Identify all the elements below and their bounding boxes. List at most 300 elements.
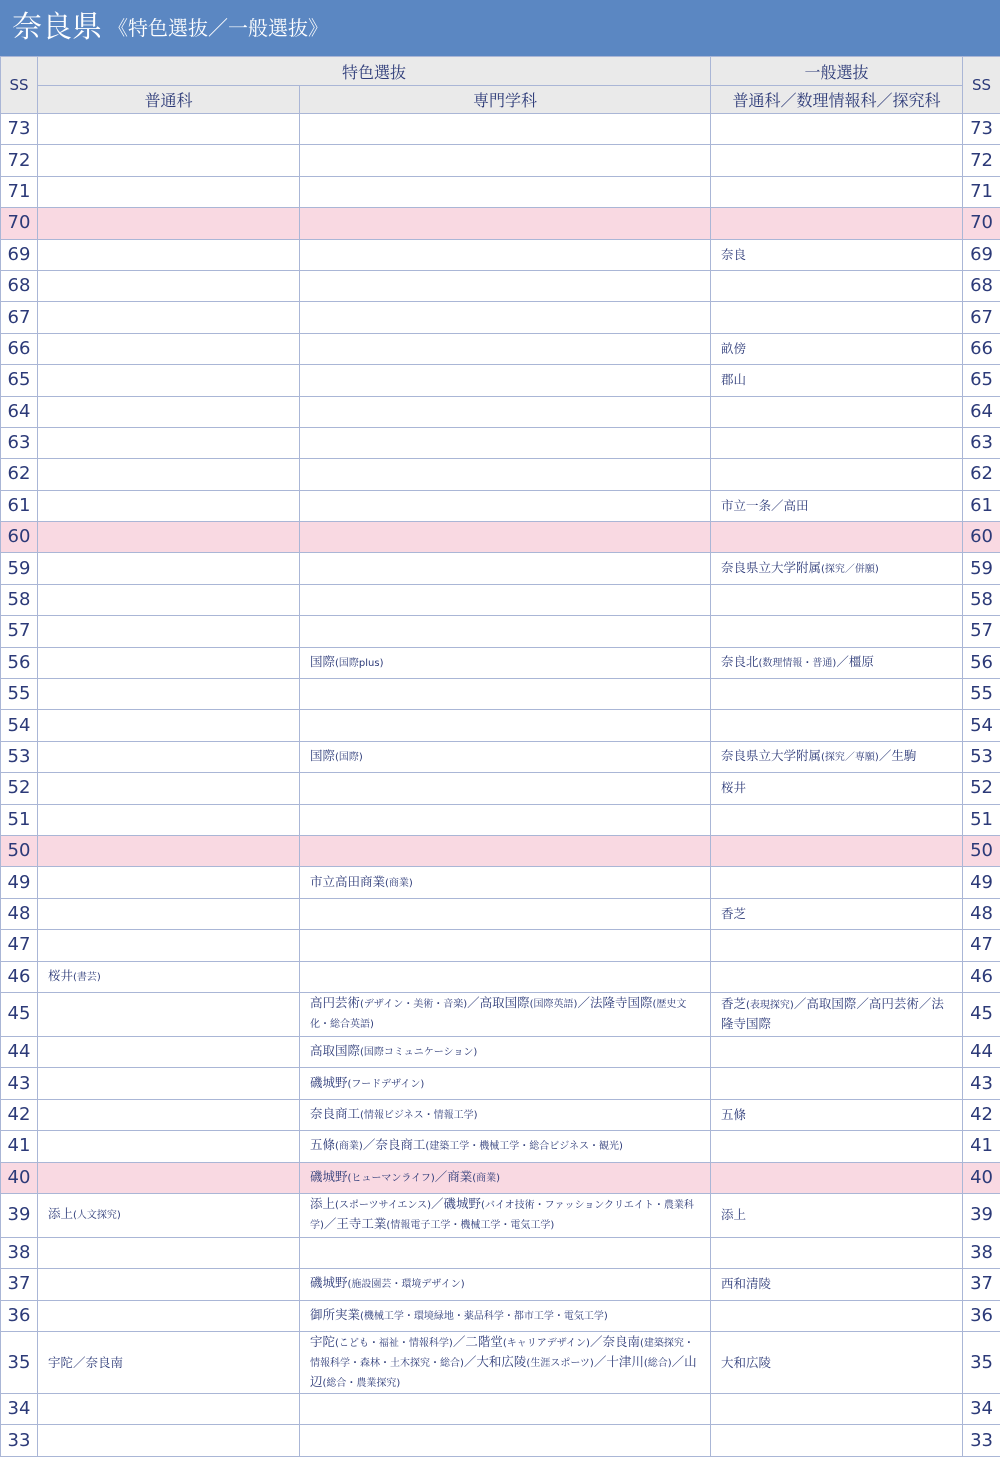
special-regular-cell [38, 522, 300, 553]
ss-value-left: 61 [1, 490, 38, 521]
special-vocational-cell [300, 553, 711, 584]
course-note: (数理情報・普通) [758, 657, 837, 669]
course-note: (生涯スポーツ) [526, 1357, 594, 1369]
school-name: 奈良県立大学附属 [721, 559, 822, 575]
table-row [1, 647, 1000, 678]
ss-value-right: 48 [963, 898, 1000, 929]
course-note: (商業) [472, 1172, 501, 1184]
table-row [1, 459, 1000, 490]
special-vocational-cell [300, 490, 711, 521]
table-row [1, 522, 1000, 553]
special-regular-cell [38, 898, 300, 929]
general-cell [711, 1425, 963, 1456]
table-row [1, 616, 1000, 647]
special-regular-cell [38, 1193, 300, 1237]
school-name: 奈良県立大学附属 [721, 748, 822, 763]
general-cell [711, 333, 963, 364]
special-regular-cell [38, 270, 300, 301]
table-row [1, 741, 1000, 772]
special-vocational-cell [300, 1193, 711, 1237]
course-note: (書芸) [73, 971, 101, 983]
table-row [1, 396, 1000, 427]
special-vocational-cell [300, 835, 711, 866]
special-regular-cell [38, 961, 300, 992]
special-regular-cell [38, 710, 300, 741]
school-name: 奈良北 [721, 653, 759, 669]
course-note: (建築工学・機械工学・総合ビジネス・観光) [425, 1141, 623, 1153]
school-name: ／商業 [434, 1168, 473, 1184]
ss-value-left: 46 [1, 961, 38, 992]
ss-value-left: 48 [1, 898, 38, 929]
course-note: (商業) [385, 877, 413, 889]
special-regular-cell [38, 1099, 300, 1130]
ss-value-right: 60 [963, 522, 1000, 553]
ss-value-left: 68 [1, 270, 38, 301]
ss-value-right: 50 [963, 835, 1000, 866]
special-vocational-cell [300, 1131, 711, 1162]
special-vocational-cell [300, 867, 711, 898]
special-vocational-cell [300, 584, 711, 615]
table-row [1, 1099, 1000, 1130]
school-name: ／王寺工業 [323, 1216, 387, 1232]
school-name: ／十津川 [593, 1353, 644, 1369]
course-note: (デザイン・美術・音楽) [360, 999, 468, 1011]
special-regular-cell [38, 1300, 300, 1331]
general-cell [711, 647, 963, 678]
ss-value-right: 33 [963, 1425, 1000, 1456]
ss-value-right: 58 [963, 584, 1000, 615]
general-selection-header: 一般選抜 [711, 57, 963, 86]
ss-value-left: 39 [1, 1193, 38, 1237]
ss-value-left: 66 [1, 333, 38, 364]
special-regular-cell [38, 333, 300, 364]
general-cell [711, 930, 963, 961]
table-row [1, 302, 1000, 333]
course-note: (施設園芸・環境デザイン) [347, 1279, 465, 1291]
ss-value-left: 64 [1, 396, 38, 427]
table-row [1, 114, 1000, 145]
special-vocational-cell [300, 1425, 711, 1456]
school-name: ／高取国際／高円芸術／法隆寺国際 [721, 996, 944, 1032]
school-name: 市立一条／高田 [721, 497, 809, 513]
table-row [1, 710, 1000, 741]
ss-value-right: 36 [963, 1300, 1000, 1331]
ss-value-left: 33 [1, 1425, 38, 1456]
general-cell [711, 1036, 963, 1067]
ss-value-left: 45 [1, 992, 38, 1036]
special-vocational-cell [300, 239, 711, 270]
table-row [1, 553, 1000, 584]
school-name: 磯城野 [310, 1168, 348, 1184]
special-vocational-cell [300, 616, 711, 647]
general-cell [711, 1068, 963, 1099]
special-regular-cell [38, 1425, 300, 1456]
ss-value-right: 46 [963, 961, 1000, 992]
course-note: (国際plus) [335, 657, 384, 669]
school-name: 宇陀／奈良南 [48, 1354, 124, 1370]
general-cell [711, 961, 963, 992]
table-row [1, 1425, 1000, 1456]
general-cell [711, 1099, 963, 1130]
school-name: 香芝 [721, 996, 747, 1012]
school-name: ／法隆寺国際 [577, 995, 653, 1011]
ss-value-right: 54 [963, 710, 1000, 741]
special-regular-cell [38, 114, 300, 145]
ss-value-left: 70 [1, 208, 38, 239]
special-vocational-course-header: 専門学科 [300, 86, 711, 114]
table-row [1, 1162, 1000, 1193]
special-vocational-cell [300, 1269, 711, 1300]
general-cell [711, 522, 963, 553]
special-vocational-cell [300, 270, 711, 301]
ss-value-right: 65 [963, 365, 1000, 396]
ss-value-right: 51 [963, 804, 1000, 835]
general-cell [711, 992, 963, 1036]
general-cell [711, 1237, 963, 1268]
ss-value-right: 41 [963, 1131, 1000, 1162]
school-name: 御所実業 [310, 1306, 361, 1322]
special-vocational-cell [300, 804, 711, 835]
general-cell [711, 1131, 963, 1162]
course-note: (総合) [643, 1357, 672, 1369]
school-name: 大和広陵 [721, 1354, 772, 1370]
special-regular-cell [38, 1332, 300, 1394]
special-regular-cell [38, 490, 300, 521]
table-row [1, 1394, 1000, 1425]
ss-value-left: 62 [1, 459, 38, 490]
course-note: (国際英語) [529, 999, 578, 1011]
special-regular-cell [38, 930, 300, 961]
school-name: 高取国際 [310, 1043, 361, 1059]
special-vocational-cell [300, 1394, 711, 1425]
table-row [1, 1036, 1000, 1067]
ss-value-left: 41 [1, 1131, 38, 1162]
general-cell [711, 302, 963, 333]
special-regular-cell [38, 1068, 300, 1099]
general-cell [711, 898, 963, 929]
special-vocational-cell [300, 679, 711, 710]
special-vocational-cell [300, 1237, 711, 1268]
special-regular-cell [38, 365, 300, 396]
ss-value-right: 67 [963, 302, 1000, 333]
special-regular-cell [38, 647, 300, 678]
school-name: 西和清陵 [721, 1276, 772, 1292]
course-note: (人文探究) [73, 1210, 121, 1222]
general-cell [711, 1162, 963, 1193]
ss-table [0, 56, 1000, 1457]
ss-value-right: 69 [963, 239, 1000, 270]
ss-value-left: 53 [1, 741, 38, 772]
school-name: 高円芸術 [310, 995, 361, 1011]
ss-value-left: 44 [1, 1036, 38, 1067]
table-row [1, 961, 1000, 992]
special-regular-cell [38, 459, 300, 490]
course-note: (機械工学・環境緑地・薬品科学・都市工学・電気工学) [360, 1310, 608, 1322]
special-vocational-cell [300, 898, 711, 929]
ss-value-left: 35 [1, 1332, 38, 1394]
special-vocational-cell [300, 333, 711, 364]
ss-value-right: 49 [963, 867, 1000, 898]
ss-value-left: 72 [1, 145, 38, 176]
general-cell [711, 1332, 963, 1394]
ss-value-right: 57 [963, 616, 1000, 647]
ss-value-left: 65 [1, 365, 38, 396]
ss-value-left: 56 [1, 647, 38, 678]
course-note: (こども・福祉・情報科学) [335, 1337, 453, 1349]
special-vocational-cell [300, 961, 711, 992]
table-row [1, 867, 1000, 898]
ss-value-left: 63 [1, 427, 38, 458]
ss-value-left: 69 [1, 239, 38, 270]
ss-value-right: 52 [963, 773, 1000, 804]
ss-value-left: 34 [1, 1394, 38, 1425]
table-row [1, 1068, 1000, 1099]
special-regular-cell [38, 553, 300, 584]
ss-value-right: 45 [963, 992, 1000, 1036]
special-regular-cell [38, 584, 300, 615]
school-name: 郡山 [721, 372, 747, 388]
ss-value-left: 40 [1, 1162, 38, 1193]
school-name: 宇陀 [310, 1333, 336, 1349]
table-row [1, 773, 1000, 804]
ss-header-right: SS [963, 57, 1000, 114]
school-name: ／生駒 [878, 748, 917, 763]
special-regular-cell [38, 1269, 300, 1300]
special-regular-cell [38, 1394, 300, 1425]
special-vocational-cell [300, 365, 711, 396]
school-name: 五條 [310, 1137, 336, 1153]
ss-value-right: 47 [963, 930, 1000, 961]
special-regular-cell [38, 176, 300, 207]
school-name: 桜井 [48, 967, 74, 983]
ss-value-right: 68 [963, 270, 1000, 301]
general-cell [711, 804, 963, 835]
ss-value-left: 37 [1, 1269, 38, 1300]
ss-value-left: 55 [1, 679, 38, 710]
special-regular-cell [38, 145, 300, 176]
school-name: ／橿原 [836, 653, 874, 669]
ss-value-left: 36 [1, 1300, 38, 1331]
ss-value-right: 43 [963, 1068, 1000, 1099]
special-vocational-cell [300, 145, 711, 176]
table-row [1, 1269, 1000, 1300]
special-vocational-cell [300, 427, 711, 458]
special-vocational-cell [300, 396, 711, 427]
course-note: (建築探究・情報科学・森林・土木探究・総合) [310, 1337, 694, 1369]
ss-value-right: 62 [963, 459, 1000, 490]
general-cell [711, 239, 963, 270]
school-name: ／高取国際 [467, 995, 530, 1011]
ss-value-right: 63 [963, 427, 1000, 458]
ss-value-left: 42 [1, 1099, 38, 1130]
special-regular-cell [38, 427, 300, 458]
school-name: 磯城野 [310, 1275, 348, 1291]
school-name: 桜井 [721, 780, 747, 796]
ss-value-left: 38 [1, 1237, 38, 1268]
table-row [1, 1332, 1000, 1394]
special-regular-cell [38, 773, 300, 804]
ss-value-right: 44 [963, 1036, 1000, 1067]
special-selection-header: 特色選抜 [38, 57, 711, 86]
table-row [1, 490, 1000, 521]
school-name: 香芝 [721, 905, 747, 921]
special-vocational-cell [300, 710, 711, 741]
course-note: (表現探究) [746, 1000, 794, 1012]
general-cell [711, 616, 963, 647]
special-vocational-cell [300, 1332, 711, 1394]
table-row [1, 270, 1000, 301]
ss-value-left: 52 [1, 773, 38, 804]
special-vocational-cell [300, 930, 711, 961]
ss-value-right: 35 [963, 1332, 1000, 1394]
special-regular-course-header: 普通科 [38, 86, 300, 114]
general-cell [711, 270, 963, 301]
ss-value-right: 40 [963, 1162, 1000, 1193]
page-subtitle: 《特色選抜／一般選抜》 [108, 16, 328, 40]
table-row [1, 1131, 1000, 1162]
course-note: (歴史文化・総合英語) [310, 999, 687, 1031]
special-regular-cell [38, 1237, 300, 1268]
general-cell [711, 741, 963, 772]
ss-value-right: 59 [963, 553, 1000, 584]
ss-value-right: 72 [963, 145, 1000, 176]
special-vocational-cell [300, 208, 711, 239]
special-regular-cell [38, 239, 300, 270]
general-cell [711, 114, 963, 145]
special-regular-cell [38, 1162, 300, 1193]
ss-value-right: 56 [963, 647, 1000, 678]
general-cell [711, 584, 963, 615]
special-vocational-cell [300, 741, 711, 772]
school-name: 添上 [721, 1207, 747, 1223]
ss-value-right: 37 [963, 1269, 1000, 1300]
table-row [1, 898, 1000, 929]
course-note: (バイオ技術・ファッションクリエイト・農業科学) [310, 1200, 694, 1232]
course-note: (情報ビジネス・情報工学) [360, 1109, 478, 1121]
course-note: (探究／併願) [821, 563, 879, 575]
special-regular-cell [38, 741, 300, 772]
general-cell [711, 490, 963, 521]
special-vocational-cell [300, 459, 711, 490]
special-regular-cell [38, 867, 300, 898]
special-regular-cell [38, 835, 300, 866]
general-cell [711, 427, 963, 458]
general-cell [711, 679, 963, 710]
general-cell [711, 459, 963, 490]
table-row [1, 427, 1000, 458]
general-cell [711, 710, 963, 741]
table-body [1, 114, 1000, 1457]
school-name: ／磯城野 [431, 1196, 482, 1212]
table-row [1, 1193, 1000, 1237]
school-name: ／奈良南 [589, 1333, 640, 1349]
special-vocational-cell [300, 1068, 711, 1099]
course-note: (スポーツサイエンス) [335, 1200, 432, 1212]
table-row [1, 333, 1000, 364]
ss-value-right: 61 [963, 490, 1000, 521]
ss-value-right: 66 [963, 333, 1000, 364]
school-name: ／山辺 [310, 1353, 697, 1389]
ss-value-right: 39 [963, 1193, 1000, 1237]
course-note: (フードデザイン) [347, 1078, 425, 1090]
table-row [1, 145, 1000, 176]
title-bar [0, 0, 1000, 56]
special-regular-cell [38, 804, 300, 835]
special-vocational-cell [300, 114, 711, 145]
general-cell [711, 396, 963, 427]
special-vocational-cell [300, 1162, 711, 1193]
ss-value-left: 51 [1, 804, 38, 835]
school-name: 添上 [310, 1196, 336, 1212]
course-note: (商業) [335, 1141, 363, 1153]
ss-value-right: 42 [963, 1099, 1000, 1130]
school-name: 磯城野 [310, 1074, 348, 1090]
course-note: (国際コミュニケーション) [360, 1047, 478, 1059]
ss-value-right: 55 [963, 679, 1000, 710]
table-row [1, 679, 1000, 710]
table-row [1, 239, 1000, 270]
ss-value-left: 71 [1, 176, 38, 207]
special-regular-cell [38, 679, 300, 710]
special-vocational-cell [300, 1099, 711, 1130]
special-regular-cell [38, 616, 300, 647]
general-cell [711, 1193, 963, 1237]
school-name: 五條 [721, 1106, 747, 1122]
special-vocational-cell [300, 1036, 711, 1067]
school-name: 国際 [310, 748, 336, 763]
course-note: (キャリアデザイン) [502, 1337, 590, 1349]
school-name: 添上 [48, 1206, 74, 1222]
course-note: (総合・農業探究) [322, 1377, 401, 1389]
ss-value-left: 59 [1, 553, 38, 584]
table-row [1, 835, 1000, 866]
table-row [1, 208, 1000, 239]
course-note: (探究／専願) [821, 752, 879, 763]
table-row [1, 804, 1000, 835]
school-name: ／大和広陵 [463, 1353, 527, 1369]
special-regular-cell [38, 208, 300, 239]
general-cell [711, 176, 963, 207]
special-regular-cell [38, 396, 300, 427]
special-vocational-cell [300, 176, 711, 207]
special-regular-cell [38, 992, 300, 1036]
ss-value-right: 34 [963, 1394, 1000, 1425]
ss-value-left: 50 [1, 835, 38, 866]
general-cell [711, 1394, 963, 1425]
ss-value-right: 53 [963, 741, 1000, 772]
ss-value-left: 43 [1, 1068, 38, 1099]
ss-value-left: 47 [1, 930, 38, 961]
ss-value-right: 64 [963, 396, 1000, 427]
table-row [1, 992, 1000, 1036]
ss-value-left: 67 [1, 302, 38, 333]
course-note: (国際) [335, 752, 363, 763]
table-row [1, 1237, 1000, 1268]
general-cell [711, 1300, 963, 1331]
school-name: 畝傍 [721, 340, 747, 356]
ss-value-right: 71 [963, 176, 1000, 207]
general-cell [711, 145, 963, 176]
ss-header-left: SS [1, 57, 38, 114]
special-regular-cell [38, 1036, 300, 1067]
special-regular-cell [38, 1131, 300, 1162]
ss-value-right: 73 [963, 114, 1000, 145]
general-cell [711, 208, 963, 239]
table-row [1, 930, 1000, 961]
special-vocational-cell [300, 302, 711, 333]
general-cell [711, 773, 963, 804]
course-note: (ヒューマンライフ) [347, 1172, 435, 1184]
